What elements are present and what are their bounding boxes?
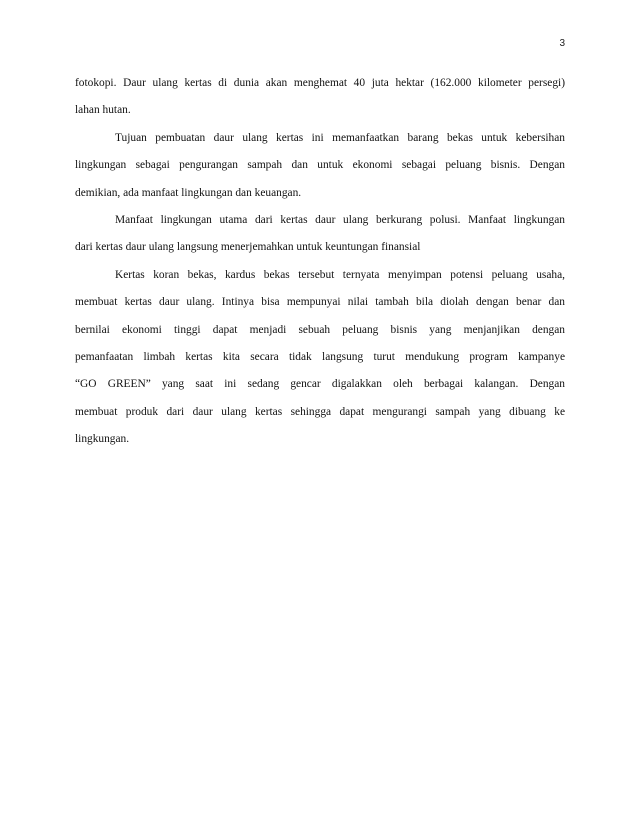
page-number: 3: [559, 38, 565, 49]
text-line: dari kertas daur ulang langsung menerjemahkan untuk keuntungan finansial: [75, 241, 421, 254]
body-text: [75, 76, 565, 459]
text-line: lingkungan sebagai pengurangan sampah dan untuk ekonomi sebagai peluang bisnis. Dengan: [75, 159, 565, 172]
text-line: “GO GREEN” yang saat ini sedang gencar digalakkan oleh berbagai kalangan. Dengan: [75, 378, 565, 391]
text-line: Tujuan pembuatan daur ulang kertas ini memanfaatkan barang bekas untuk kebersihan: [115, 131, 565, 144]
text-line: lahan hutan.: [75, 104, 131, 117]
text-line: Kertas koran bekas, kardus bekas tersebut ternyata menyimpan potensi peluang usaha,: [115, 268, 565, 281]
text-line: membuat produk dari daur ulang kertas sehingga dapat mengurangi sampah yang dibuang ke: [75, 405, 565, 418]
text-line: bernilai ekonomi tinggi dapat menjadi sebuah peluang bisnis yang menjanjikan dengan: [75, 323, 565, 336]
text-line: pemanfaatan limbah kertas kita secara tidak langsung turut mendukung program kampanye: [75, 350, 565, 363]
text-line: Manfaat lingkungan utama dari kertas daur ulang berkurang polusi. Manfaat lingkungan: [115, 213, 565, 226]
text-line: lingkungan.: [75, 433, 130, 446]
text-line: membuat kertas daur ulang. Intinya bisa mempunyai nilai tambah bila diolah dengan benar dan: [75, 296, 565, 309]
text-line: fotokopi. Daur ulang kertas di dunia akan menghemat 40 juta hektar (162.000 kilometer persegi): [75, 77, 565, 89]
text-line: demikian, ada manfaat lingkungan dan keuangan.: [75, 186, 302, 199]
